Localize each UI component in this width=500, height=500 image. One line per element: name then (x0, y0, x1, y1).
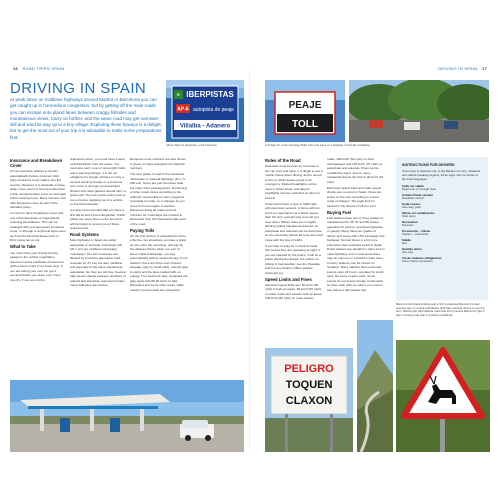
photo-highway-trees (349, 80, 489, 142)
column-5 (327, 157, 385, 294)
paragraph-insurance-2: It is best to have breakdown cover with one of the European or international motoring associations. This can be arranged with your European insurance cover, or through a reciprocal agreement such as the AA (www.theaa.com) or RAC (www.rac.co.uk). (10, 211, 66, 243)
heading-rules-of-road: Rules of the Road (265, 158, 301, 163)
column-1 (10, 157, 66, 284)
sidebar-def: Dead end, no through road (402, 187, 436, 192)
paragraph-road-systems: Main highways in Spain are either autopistas or autovias. Autopistas (AP, AP-7 etc) are multilane toll (peaje) motorways. The toll motorways are flanked by a toll-free alternative road. Autovias (A, A7 etc) are also multilane and generally of the same standard as autopistas, but they are toll-free. Several high-speed change between stretches of autovia and autopista, and around cities many highways are toll-free. (70, 238, 126, 288)
heading-paying-tolls: Paying Tolls (130, 227, 155, 233)
sidebar-term: Precaución – Obras (402, 228, 431, 233)
sidebar-instructions (396, 157, 488, 300)
sign-peligro-text: PELIGRO (284, 363, 334, 375)
sign-peaje-text: PEAJE (288, 100, 322, 111)
column-3 (130, 157, 188, 294)
column-2 (70, 157, 126, 289)
sign-iberpistas-text: IBERPISTAS (186, 90, 234, 99)
gutter-line (249, 70, 250, 450)
paragraph-buying-fuel: Fuel stations have two or three grades of unleaded petrol: 95, 97 and 98 octane (gasolina sin plomo), and diesel (gasóleo or gasoil). Many have two grades of diesel, and some offer LPG (autogas) and biodiesel. Normal diesel is a bit more expensive than unleaded petrol in Spain. Petrol stations are plentiful in cities and on main highways, but in rural areas there may be only one in a district's main town. Country stations may be closed on Sundays. Many stations have automatic pumps open 24 hours, operated by credit card, but some require cash. Some pumps do not accept foreign credit cards, so have cash with you when you need to pay before it will release fuel. (327, 215, 385, 292)
sidebar-term: Desviación (402, 219, 418, 224)
sign-toll-text: TOLL (292, 119, 318, 130)
paragraph-col5-1: roads, 100 km/h (62 mph) on dual carriageways and 120 km/h (75 mph) on autopistas and autovias. Fines can be modified by signs, and on many residential streets the limit is 30 km/h (19 mph). (327, 157, 384, 184)
sidebar-term: Obras sin señalización (402, 210, 435, 215)
sidebar-term: Vía de cadenas obligatorias (402, 255, 442, 260)
paragraph-insurance-1: All car insurance policies in the EU automatically include minimum third party insurance cover valid in any EU country. However, it is advisable to have wider cover, and it is recommended that a fully comprehensive cover be arranged before leaving home. Many insurers now offer European cover as part of the standard policy. (10, 169, 66, 210)
photo-fuel-station (10, 380, 244, 452)
sidebar-term: Ceda el paso (402, 201, 421, 206)
paragraph-rules-3: If you stop in a lay-by on dark lit roads, this means they are operating at night. If you are stopped by the police, it will be a police checkpoint ahead. For advice on driving in bad weather, see the Pasatiga and Communication Office website (www.dgt.es). (265, 243, 321, 275)
sidebar-def: Slow down (402, 214, 416, 219)
page-number-left: 16 (13, 66, 19, 71)
heading-road-systems: Road Systems (70, 232, 99, 237)
heading-speed-limits: Speed Limits and Fines (265, 276, 312, 282)
sidebar-def: Exit (402, 241, 407, 246)
sidebar-def: Snow chains compulsory (402, 259, 433, 264)
photo-mountain-road (357, 320, 393, 452)
sign-claxon-text: CLAXON (285, 395, 333, 407)
sidebar-def: Road/lane closed (402, 196, 424, 201)
photo-autopista-sign (166, 80, 244, 142)
paragraph-speed-limits: Standard speed limits are: 50 km/h (30 mph) in built-up areas, 90 km/h (56 mph) on other roads and outside built-up areas, 100 km/h (62 mph) on most country (265, 282, 323, 301)
sidebar-heading: INSTRUCTIONS FOR DRIVERS (402, 163, 455, 167)
sign-toquen-text: TOQUEN (285, 379, 333, 391)
svg-text:E: E (177, 92, 180, 97)
paragraph-rules-2: Small towns have a type of traffic light with electronic sensors. A frame will turn red if you approach it at a faster speed than the limit, and will stay red until you slow down. Where there are no lights, flashing yellow triangles and arrows on autopistas and autovias can be disruptive, so it is necessary above all to be alert and move with the flow of traffic. (265, 201, 323, 242)
sign-destinations-text: Villalba - Adanero (179, 123, 231, 130)
sign-autopista-text: autopista de peaje (193, 107, 234, 113)
sidebar-def: Diversion (402, 223, 414, 228)
photo-peaje-sign (265, 80, 345, 142)
caption-peaje: Left Sign for a toll motorway Right Cars and trees on a highway in Aranda, Andalusia (265, 143, 370, 147)
sidebar-term: Camino/Canil cerrado (402, 192, 434, 197)
intro-paragraph: At peak times on multilane highways around Madrid or Barcelona you can get caught up in horrendous congestion, but by getting off the main roads you can escape onto placid lanes between craggy hillsides and mountainous views. Carry on further, and the same road may get narrower still and wind its way up to a tiny village. Exploring these byways is a delight, but to get the most out of your trip it is advisable to make some preparations first. (10, 97, 162, 140)
running-head-right (438, 66, 490, 71)
sidebar-term: Calle sin salida (402, 183, 424, 188)
caption-autopista: Above Sign for autopista, a toll motorway (166, 143, 217, 147)
paragraph-col3-2: The next grade of road is the carreteras nacionales or national highways (N-1, N-250 etc). Some are just two lanes wide, but many have passing lanes. Numbering of other roads varies according to the authority responsible for them (regional, provincial or local), so it changes as you cross from one region to another. Distances along all roads and exit numbers for motorways are marked in kilometres from the theoretical start point of the road. (130, 172, 187, 226)
paragraph-col2-2: It is also recommended that you have a first aid kit and a fire extinguisher. Traffic police can issue fines on the spot and will be happy to remind you of these requirements. (70, 208, 126, 230)
sign-ap6-text: AP-6 (177, 106, 189, 113)
page-number-right: 17 (481, 66, 487, 71)
paragraph-paying-tolls: On the first section of autopista the toll is a flat fee, but elsewhere you take a ticket as you enter the motorway, and pay by the distance driven when you exit. In lanes marked Telepeaje, you pay automatically with an electronic tag. At toll stations, there are three sets of lanes: telepago (pay by credit card), manual (pay in cash) and the lane marked with an orange T for electronic tags. Autopista toll-gate signs with 80-90 km/h on tolls Barcelona and some other areas, while nearby non-toll roads are congested. (130, 233, 188, 292)
paragraph-rules-1: Seat belts must be worn by everyone in the car, front and back. It is illegal to use a mobile phone when driving, and to sound a horn in urban areas except in an emergency. Dipped headlights can be used in urban areas, and dipped headlights must be switched on when in tunnels. (265, 164, 323, 200)
heading-buying-fuel: Buying Fuel (327, 209, 351, 215)
running-head-left-label: ROAD TRIPS SPAIN (22, 66, 65, 71)
heading-insurance: Insurance and Breakdown Cover (10, 158, 63, 169)
running-head-right-label: DRIVING IN SPAIN (438, 66, 478, 71)
paragraph-col3-1: European route numbers are also shown in green on signs alongside the Spanish numbers. (130, 157, 186, 170)
column-4 (265, 157, 323, 302)
paragraph-col2-1: registered owner, you must have a letter of authorization from the owner. You must also carry a set of spare light bulbs and a warning triangle. It is not yet obligatory for foreign vehicles to carry a second warning triangle or a luminous vest, but it is strongly recommended. Drivers who wear glasses should carry a spare pair. The rule is that vests must be put on before stepping out of a vehicle on the hard shoulder. (70, 157, 126, 206)
sidebar-def: Caution – road works (402, 232, 429, 237)
sidebar-intro: Given here in Spanish only, in the Basque Country, Catalonia and Galicia speaking regions, these signs may be written in the local languages. (402, 169, 481, 181)
running-head-left (10, 66, 64, 71)
caption-right-bottom: Below far left Road winding past a hill in Andalusia Below left A deer warning sign on a rural road Below right Sign warning drivers to use the horn. Below right High altitude road near the Pyrenees Below far right A deer crossing road sign in southern Andalusia (396, 302, 485, 317)
photo-deer-sign (396, 340, 490, 452)
paragraph-col5-2: Electronic speed traps and video speed checks are common in Spain. Fines are levied on the spot according to a fixed scale of charges. The legal limit for alcohol in the blood is 0.25 per cent. (327, 185, 382, 208)
paragraph-what-to-take: You must carry your driving licence, passport, the vehicle registration document and a certificate of insurance (with a Green Card if you have one). If you are taking your own car, get it serviced before you leave your home country. If you are not the (10, 250, 65, 282)
photo-peligro-sign (265, 348, 353, 452)
sidebar-def: One way (402, 250, 414, 255)
sidebar-term: Salida (402, 237, 411, 242)
heading-what-to-take: What to Take (10, 244, 36, 250)
sidebar-term: Sentido único (402, 246, 422, 251)
page-title: DRIVING IN SPAIN (10, 80, 147, 97)
sidebar-def: Give way, yield (402, 205, 421, 210)
